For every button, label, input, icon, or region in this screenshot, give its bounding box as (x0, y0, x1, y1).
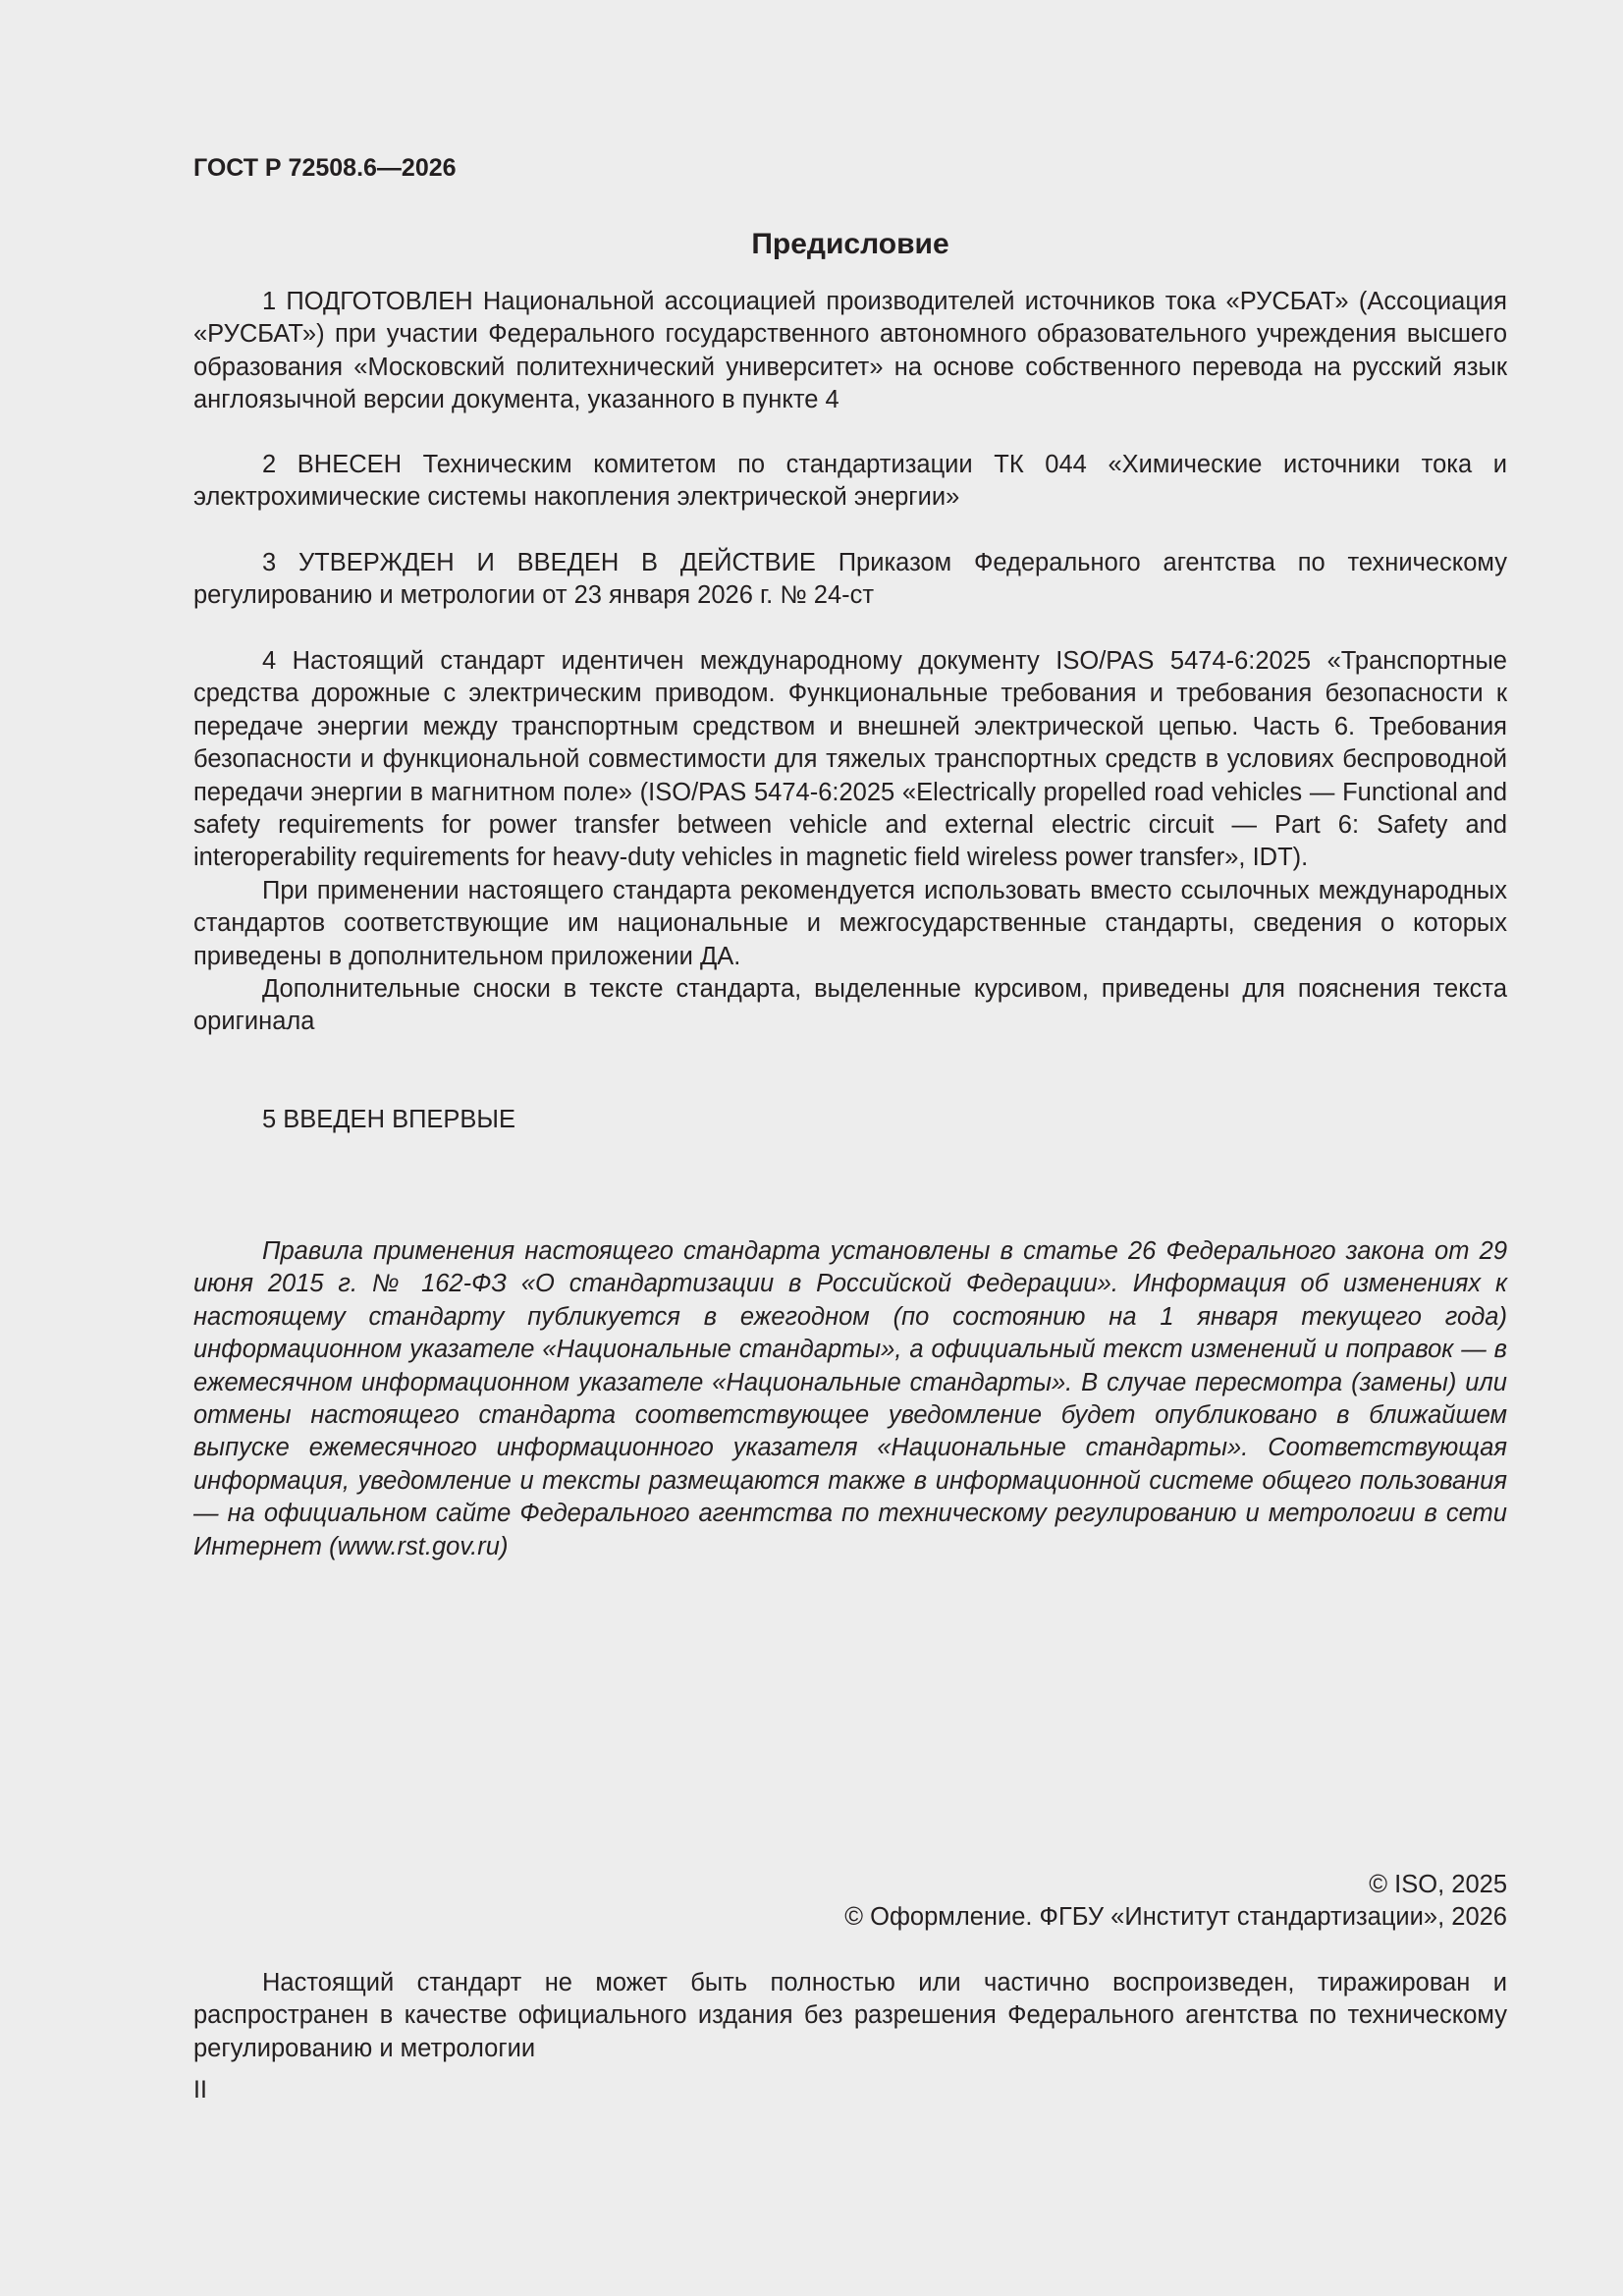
foreword-item-3 (193, 547, 1507, 613)
paragraph: 4 Настоящий стандарт идентичен международному документу ISO/PAS 5474-6:2025 «Транспортные средства дорожные с электрическим приводом. Функциональные требования и требования безопасности к передаче энергии между транспортным средством и внешней электрической цепью. Часть 6. Требования безопасности и функциональной совместимости для тяжелых транспортных средств в условиях беспроводной передачи энергии в магнитном поле» (ISO/PAS 5474-6:2025 «Electrically propelled road vehicles — Functional and safety requirements for power transfer between vehicle and external electric circuit — Part 6: Safety and interoperability requirements for heavy-duty vehicles in magnetic field wireless power transfer», IDT). (193, 647, 1507, 872)
foreword-item-1 (193, 286, 1507, 417)
paragraph: Дополнительные сноски в тексте стандарта, выделенные курсивом, приведены для пояснения текста оригинала (193, 975, 1507, 1036)
rules-note (193, 1235, 1507, 1563)
paragraph: 2 ВНЕСЕН Техническим комитетом по стандартизации ТК 044 «Химические источники тока и электрохимические системы накопления электрической энергии» (193, 451, 1507, 512)
copyright-iso: © ISO, 2025 (1369, 1871, 1507, 1898)
page-title: Предисловие (751, 228, 949, 260)
paragraph: 1 ПОДГОТОВЛЕН Национальной ассоциацией производителей источников тока «РУСБАТ» (Ассоциация «РУСБАТ») при участии Федерального государственного автономного образовательного учреждения высшего образования «Московский политехнический университет» на основе собственного перевода на русский язык англоязычной версии документа, указанного в пункте 4 (193, 288, 1507, 414)
foreword-item-2 (193, 449, 1507, 515)
paragraph: При применении настоящего стандарта рекомендуется использовать вместо ссылочных международных стандартов соответствующие им национальные и межгосударственные стандарты, сведения о которых приведены в дополнительном приложении ДА. (193, 876, 1507, 970)
paragraph: 3 УТВЕРЖДЕН И ВВЕДЕН В ДЕЙСТВИЕ Приказом Федерального агентства по техническому регулированию и метрологии от 23 января 2026 г. № 24-ст (193, 549, 1507, 610)
copyright-design: © Оформление. ФГБУ «Институт стандартизации», 2026 (844, 1903, 1507, 1931)
foreword-item-5 (193, 1104, 1507, 1136)
page-number: II (193, 2076, 207, 2104)
foreword-item-4 (193, 645, 1507, 1039)
reproduction-note (193, 1967, 1507, 2065)
paragraph: Настоящий стандарт не может быть полностью или частично воспроизведен, тиражирован и распространен в качестве официального издания без разрешения Федерального агентства по техническому регулированию и метрологии (193, 1969, 1507, 2062)
document-page (193, 0, 1507, 2296)
paragraph: Правила применения настоящего стандарта установлены в статье 26 Федерального закона от 29 июня 2015 г. № 162-ФЗ «О стандартизации в Российской Федерации». Информация об изменениях к настоящему стандарту публикуется в ежегодном (по состоянию на 1 января текущего года) информационном указателе «Национальные стандарты», а официальный текст изменений и поправок — в ежемесячном информационном указателе «Национальные стандарты». В случае пересмотра (замены) или отмены настоящего стандарта соответствующее уведомление будет опубликовано в ближайшем выпуске ежемесячного информационного указателя «Национальные стандарты». Соответствующая информация, уведомление и тексты размещаются также в информационной системе общего пользования — на официальном сайте Федерального агентства по техническому регулированию и метрологии в сети Интернет (www.rst.gov.ru) (193, 1237, 1507, 1560)
document-header: ГОСТ Р 72508.6—2026 (193, 154, 457, 182)
paragraph: 5 ВВЕДЕН ВПЕРВЫЕ (262, 1106, 516, 1133)
